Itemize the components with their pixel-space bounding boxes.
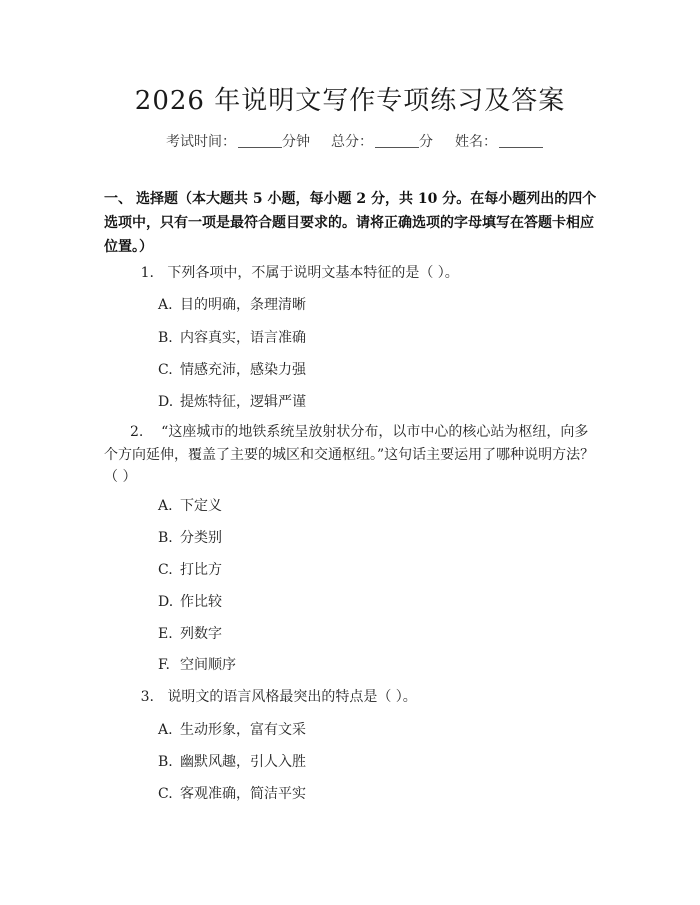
option-1b[interactable] [158, 328, 306, 348]
page-title: 2026 年说明文写作专项练习及答案 [134, 86, 566, 116]
option-label: A. [158, 498, 173, 514]
option-label: F. [158, 657, 170, 673]
option-1c[interactable] [158, 360, 306, 380]
exam-time-field [166, 131, 310, 151]
option-2b[interactable] [158, 528, 222, 548]
option-3c[interactable] [158, 784, 306, 804]
option-text: 情感充沛，感染力强 [180, 362, 306, 378]
option-text: 分类别 [180, 530, 222, 546]
option-1d[interactable] [158, 392, 306, 412]
total-score-unit: 分 [419, 134, 433, 150]
option-2c[interactable] [158, 560, 222, 580]
option-2f[interactable] [158, 655, 236, 675]
question-text: “这座城市的地铁系统呈放射状分布，以市中心的核心站为枢纽，向多个方向延伸，覆盖了主要的城区和交通枢纽。”这句话主要运用了哪种说明方法？（ ） [104, 424, 595, 485]
option-label: A. [158, 297, 173, 313]
option-label: E. [158, 626, 173, 642]
option-text: 空间顺序 [180, 657, 236, 673]
option-label: B. [158, 530, 173, 546]
question-3 [104, 686, 604, 708]
option-text: 生动形象，富有文采 [180, 722, 306, 738]
option-text: 内容真实，语言准确 [180, 330, 306, 346]
option-3b[interactable] [158, 752, 306, 772]
total-score-label: 总分： [331, 134, 373, 150]
question-text: 下列各项中，不属于说明文基本特征的是（ ）。 [167, 265, 459, 281]
student-name-field [455, 131, 543, 151]
student-name-label: 姓名： [455, 134, 497, 150]
option-label: C. [158, 362, 173, 378]
section-heading [104, 187, 606, 259]
question-number: 3. [140, 689, 154, 705]
option-text: 提炼特征，逻辑严谨 [180, 394, 306, 410]
option-2e[interactable] [158, 624, 222, 644]
question-number: 1. [140, 265, 154, 281]
option-3a[interactable] [158, 720, 306, 740]
exam-time-unit: 分钟 [282, 134, 310, 150]
option-text: 幽默风趣，引人入胜 [180, 754, 306, 770]
option-label: D. [158, 394, 174, 410]
option-text: 作比较 [180, 594, 222, 610]
option-text: 下定义 [180, 498, 222, 514]
exam-time-label: 考试时间： [166, 134, 236, 150]
option-label: B. [158, 330, 173, 346]
question-1 [104, 262, 604, 284]
question-text: 说明文的语言风格最突出的特点是（ ）。 [167, 689, 417, 705]
question-2 [104, 421, 601, 489]
option-text: 客观准确，简洁平实 [180, 786, 306, 802]
option-text: 打比方 [180, 562, 222, 578]
option-1a[interactable] [158, 295, 306, 315]
option-2a[interactable] [158, 496, 222, 516]
exam-time-blank[interactable] [238, 133, 282, 148]
option-2d[interactable] [158, 592, 222, 612]
option-label: A. [158, 722, 173, 738]
student-name-blank[interactable] [499, 133, 543, 148]
option-label: C. [158, 562, 173, 578]
section-number: 一、 [104, 191, 132, 207]
question-number: 2. [130, 424, 144, 440]
option-label: D. [158, 594, 174, 610]
section-instructions: 选择题（本大题共 5 小题，每小题 2 分，共 10 分。在每小题列出的四个选项中，只有一项是最符合题目要求的。请将正确选项的字母填写在答题卡相应位置。） [104, 191, 597, 255]
total-score-blank[interactable] [375, 133, 419, 148]
option-label: B. [158, 754, 173, 770]
total-score-field [331, 131, 433, 151]
option-label: C. [158, 786, 173, 802]
option-text: 列数字 [180, 626, 222, 642]
option-text: 目的明确，条理清晰 [180, 297, 306, 313]
